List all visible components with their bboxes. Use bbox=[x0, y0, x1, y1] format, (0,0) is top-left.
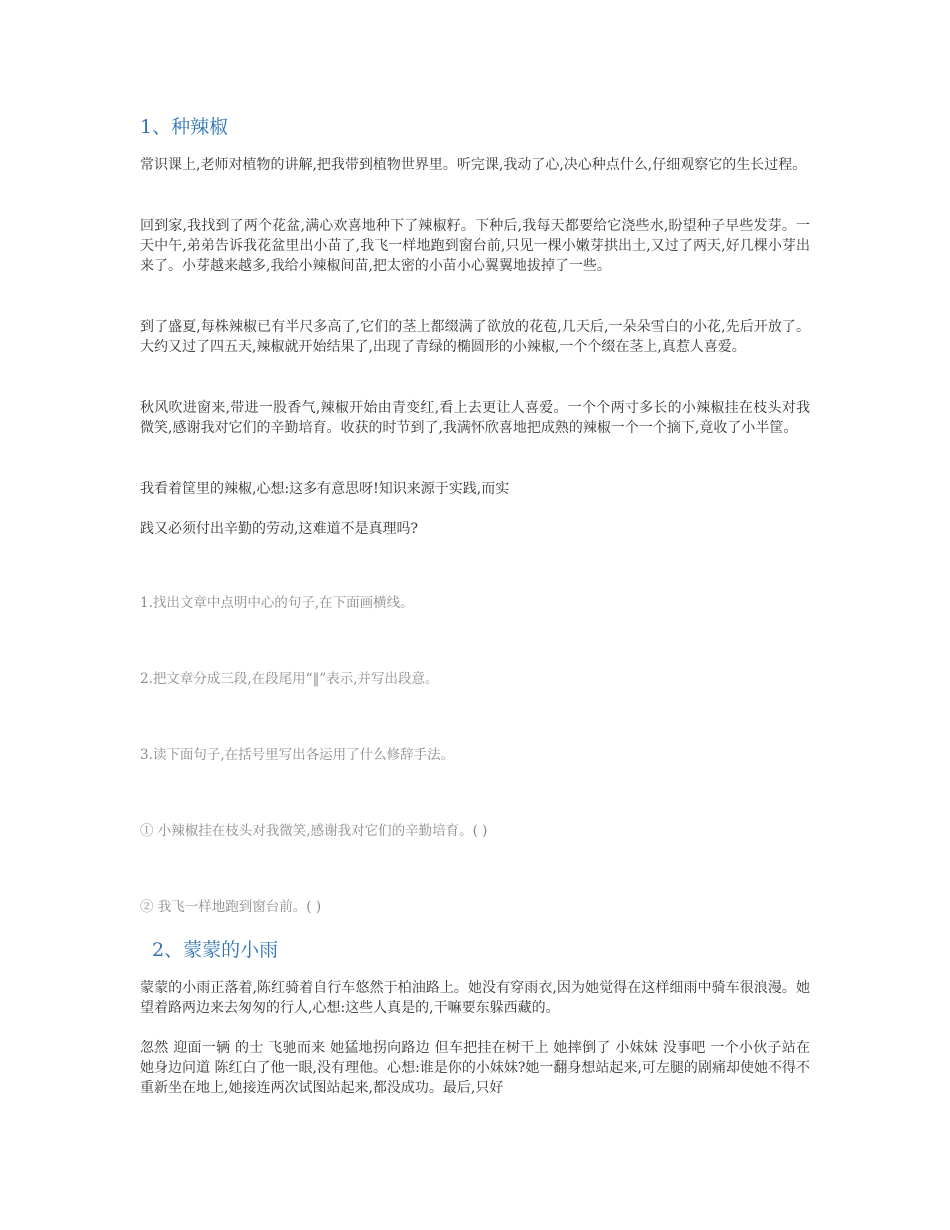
paragraph: 蒙蒙的小雨正落着,陈红骑着自行车悠然于柏油路上。她没有穿雨衣,因为她觉得在这样细雨中骑车很浪漫。她望着路两边来去匆匆的行人,心想:这些人真是的,干嘛要东躲西藏的。 bbox=[140, 980, 810, 1016]
section-title: 1、种辣椒 bbox=[140, 116, 229, 138]
section-title: 2、蒙蒙的小雨 bbox=[152, 939, 279, 961]
question: 3.读下面句子,在括号里写出各运用了什么修辞手法。 bbox=[140, 747, 455, 763]
question: ① 小辣椒挂在枝头对我微笑,感谢我对它们的辛勤培育。( ) bbox=[140, 823, 488, 839]
paragraph: 我看着筐里的辣椒,心想:这多有意思呀!知识来源于实践,而实 bbox=[140, 481, 510, 497]
paragraph: 忽然 迎面一辆 的士 飞驰而来 她猛地拐向路边 但车把挂在树干上 她摔倒了 小妹妹 没事吧 一个小伙子站在她身边问道 陈红白了他一眼,没有理他。心想:谁是你的小妹妹?她一翻身想站起来,可左腿的剧痛却使她不得不重新坐在地上,她接连两次试图站起来,都没成功。最后,只好 bbox=[140, 1040, 810, 1096]
question: 2.把文章分成三段,在段尾用“‖”表示,并写出段意。 bbox=[140, 671, 439, 687]
paragraph: 常识课上,老师对植物的讲解,把我带到植物世界里。听完课,我动了心,决心种点什么,仔细观察它的生长过程。 bbox=[140, 157, 807, 173]
question: ② 我飞一样地跑到窗台前。( ) bbox=[140, 899, 322, 915]
paragraph: 秋风吹进窗来,带进一股香气,辣椒开始由青变红,看上去更让人喜爱。一个个两寸多长的小辣椒挂在枝头对我微笑,感谢我对它们的辛勤培育。收获的时节到了,我满怀欣喜地把成熟的辣椒一个一个摘下,竟收了小半筐。 bbox=[140, 400, 810, 436]
question: 1.找出文章中点明中心的句子,在下面画横线。 bbox=[140, 595, 414, 611]
paragraph: 回到家,我找到了两个花盆,满心欢喜地种下了辣椒籽。下种后,我每天都要给它浇些水,盼望种子早些发芽。一天中午,弟弟告诉我花盆里出小苗了,我飞一样地跑到窗台前,只见一棵小嫩芽拱出土,又过了两天,好几棵小芽出来了。小芽越来越多,我给小辣椒间苗,把太密的小苗小心翼翼地拔掉了一些。 bbox=[140, 218, 810, 274]
paragraph: 践又必须付出辛勤的劳动,这难道不是真理吗? bbox=[140, 521, 418, 537]
paragraph: 到了盛夏,每株辣椒已有半尺多高了,它们的茎上都缀满了欲放的花苞,几天后,一朵朵雪白的小花,先后开放了。大约又过了四五天,辣椒就开始结果了,出现了青绿的椭圆形的小辣椒,一个个缀在茎上,真惹人喜爱。 bbox=[140, 319, 810, 355]
